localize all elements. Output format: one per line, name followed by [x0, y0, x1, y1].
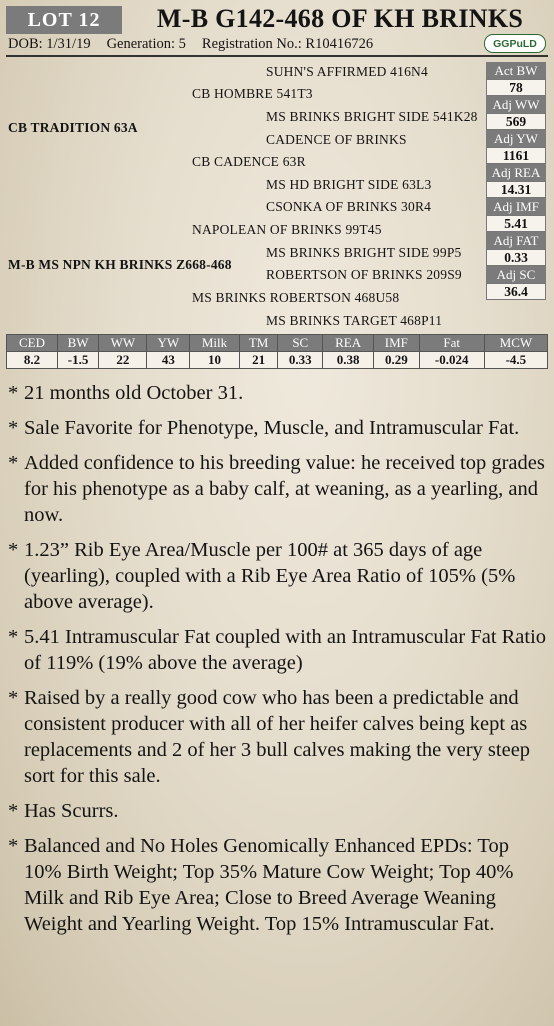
note-item [8, 450, 548, 528]
epd-header-row [7, 335, 548, 352]
pedigree-sire-sire: CB HOMBRE 541T3 [192, 86, 313, 101]
pedigree-dam-sire: NAPOLEAN OF BRINKS 99T45 [192, 222, 382, 237]
note-text: Added confidence to his breeding value: he received top grades for his phenotype as a baby calf, at weaning, as a yearling, and now. [24, 452, 545, 526]
bullet-asterisk: * [8, 417, 19, 439]
pedigree-ss-sire: SUHN'S AFFIRMED 416N4 [266, 64, 428, 79]
epd-header: IMF [374, 335, 419, 352]
epd-cell: 10 [190, 352, 240, 369]
pedigree-ss-dam: MS BRINKS BRIGHT SIDE 541K28 [266, 109, 478, 124]
bullet-asterisk: * [8, 626, 19, 648]
epd-header: MCW [484, 335, 547, 352]
ggp-badge: GGPuLD [484, 34, 546, 53]
registration-text: Registration No.: R10416726 [201, 36, 374, 52]
epd-label: Adj IMF [486, 198, 546, 215]
note-text: 5.41 Intramuscular Fat coupled with an Intramuscular Fat Ratio of 119% (19% above the average) [24, 626, 547, 674]
epd-cell: 21 [239, 352, 278, 369]
epd-cell: 22 [99, 352, 147, 369]
bullet-asterisk: * [8, 452, 19, 474]
note-item [8, 380, 548, 406]
bullet-asterisk: * [8, 687, 19, 709]
epd-cell: 0.38 [323, 352, 374, 369]
note-item [8, 415, 548, 441]
epd-value: 14.31 [486, 181, 546, 198]
epd-label: Adj REA [486, 164, 546, 181]
bullet-asterisk: * [8, 835, 19, 857]
epd-cell: -1.5 [57, 352, 98, 369]
epd-header: BW [57, 335, 98, 352]
epd-value: 36.4 [486, 283, 546, 300]
dob-text: DOB: 1/31/19 [8, 36, 91, 52]
epd-label: Adj SC [486, 266, 546, 283]
note-text: Has Scurrs. [24, 800, 119, 822]
epd-value: 1161 [486, 147, 546, 164]
epd-header: YW [147, 335, 190, 352]
epd-header: TM [239, 335, 278, 352]
epd-value: 569 [486, 113, 546, 130]
pedigree-sd-dam: MS HD BRIGHT SIDE 63L3 [266, 177, 432, 192]
pedigree-dd-sire: ROBERTSON OF BRINKS 209S9 [266, 267, 462, 282]
epd-cell: 43 [147, 352, 190, 369]
generation-text: Generation: 5 [106, 36, 186, 52]
epd-cell: 8.2 [7, 352, 58, 369]
epd-header: Milk [190, 335, 240, 352]
pedigree-dd-dam: MS BRINKS TARGET 468P11 [266, 313, 443, 328]
epd-table [6, 334, 548, 369]
epd-cell: 0.29 [374, 352, 419, 369]
pedigree-dam: M-B MS NPN KH BRINKS Z668-468 [8, 257, 232, 272]
note-text: 21 months old October 31. [24, 382, 244, 404]
epd-label: Adj YW [486, 130, 546, 147]
bullet-asterisk: * [8, 382, 19, 404]
bullet-asterisk: * [8, 800, 19, 822]
pedigree-sire: CB TRADITION 63A [8, 120, 138, 135]
pedigree-dam-dam: MS BRINKS ROBERTSON 468U58 [192, 290, 400, 305]
header-divider [6, 55, 548, 57]
epd-value: 5.41 [486, 215, 546, 232]
note-item [8, 624, 548, 676]
notes-list [8, 380, 548, 946]
adjusted-measures-column [486, 62, 546, 300]
animal-name: M-B G142-468 OF KH BRINKS [156, 4, 524, 33]
epd-header: SC [278, 335, 323, 352]
note-text: 1.23” Rib Eye Area/Muscle per 100# at 365 days of age (yearling), coupled with a Rib Eye Area Ratio of 105% (5% above average). [24, 539, 516, 613]
pedigree-sire-dam: CB CADENCE 63R [192, 154, 306, 169]
note-item [8, 685, 548, 789]
note-text: Raised by a really good cow who has been a predictable and consistent producer with all of her heifer calves being kept as replacements and 2 of her 3 bull calves making the very steep sort for this sale. [24, 687, 531, 787]
pedigree-sd-sire: CADENCE OF BRINKS [266, 132, 407, 147]
bullet-asterisk: * [8, 539, 19, 561]
epd-header: Fat [419, 335, 484, 352]
note-text: Balanced and No Holes Genomically Enhanced EPDs: Top 10% Birth Weight; Top 35% Mature Cow Weight; Top 40% Milk and Rib Eye Area; Close to Breed Average Weaning Weight and Yearling Weight. Top 15% Intramuscular Fat. [24, 835, 514, 935]
epd-cell: -4.5 [484, 352, 547, 369]
epd-label: Adj FAT [486, 232, 546, 249]
epd-header: CED [7, 335, 58, 352]
note-text: Sale Favorite for Phenotype, Muscle, and Intramuscular Fat. [24, 417, 520, 439]
animal-info-line [8, 36, 389, 53]
pedigree-ds-dam: MS BRINKS BRIGHT SIDE 99P5 [266, 245, 462, 260]
epd-cell: -0.024 [419, 352, 484, 369]
epd-value: 78 [486, 79, 546, 96]
pedigree-ds-sire: CSONKA OF BRINKS 30R4 [266, 199, 432, 214]
lot-badge: LOT 12 [6, 6, 122, 34]
note-item [8, 798, 548, 824]
epd-label: Adj WW [486, 96, 546, 113]
note-item [8, 537, 548, 615]
epd-header: WW [99, 335, 147, 352]
epd-value-row [7, 352, 548, 369]
epd-label: Act BW [486, 62, 546, 79]
epd-value: 0.33 [486, 249, 546, 266]
epd-cell: 0.33 [278, 352, 323, 369]
epd-header: REA [323, 335, 374, 352]
note-item [8, 833, 548, 937]
